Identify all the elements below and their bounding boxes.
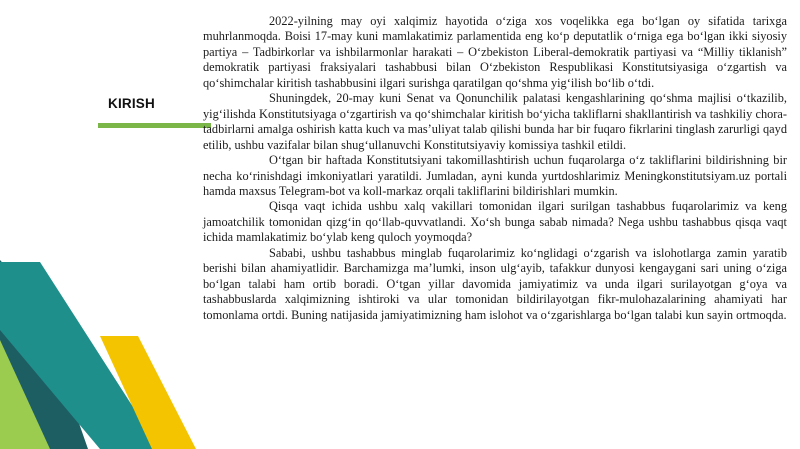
body-text xyxy=(203,14,787,323)
paragraph-1: 2022-yilning may oyi xalqimiz hayotida o‘ziga xos voqelikka ega bo‘lgan oy sifatida tarixga muhrlanmoqda. Boisi 17-may kuni mamlakatimiz parlamentida eng ko‘p deputatlik o‘rniga ega bo‘lgan ikki siyosiy partiya – Tadbirkorlar va ishbilarmonlar harakati – O‘zbekiston Liberal-demokratik partiyasi va “Milliy tiklanish” demokratik partiyasi fraksiyalari tashabbusi bilan O‘zbekiston Respublikasi Konstitutsiyasiga o‘zgartish va qo‘shimchalar kiritish tashabbusini ilgari surishga qaratilgan qo‘shma yig‘ilish bo‘lib o‘tdi. xyxy=(203,14,787,90)
slide-title: KIRISH xyxy=(108,96,155,111)
paragraph-2: Shuningdek, 20-may kuni Senat va Qonunchilik palatasi kengashlarining qo‘shma majlisi o‘tkazilib, yig‘ilishda Konstitutsiyaga o‘zgartirish va qo‘shimchalar kiritish bo‘yicha takliflarni shakllantirish va tashkiliy chora-tadbirlarni amalga oshirish katta kuch va mas’uliyat talab qilishi bunda har bir fuqaro fikrlarini tinglash zarurligi qayd etilib, ushbu vazifalar bilan shug‘ullanuvchi Konstitutsiyaviy komissiya tashkil etildi. xyxy=(203,91,787,152)
paragraph-5: Sababi, ushbu tashabbus minglab fuqarolarimiz ko‘nglidagi o‘zgarish va islohotlarga zamin yaratib berishi bilan ahamiyatlidir. Barchamizga ma’lumki, inson ulg‘ayib, tafakkur dunyosi kengaygani sari uning o‘ziga bo‘lgan talabi ham ortib boradi. O‘tgan yillar davomida jamiyatimiz va unda ilgari surilayotgan g‘oya va tashabbuslarda xalqimizning ishtiroki va ular tomonidan bildirilayotgan fikr-mulohazalarining ahamiyati har tomonlama ortdi. Buning natijasida jamiyatimizning ham islohot va o‘zgarishlarga bo‘lgan talabi kun sayin ortmoqda. xyxy=(203,245,787,322)
paragraph-4: Qisqa vaqt ichida ushbu xalq vakillari tomonidan ilgari surilgan tashabbus fuqarolarimiz va keng jamoatchilik tomonidan qizg‘in qo‘llab-quvvatlandi. Xo‘sh bunga sabab nimada? Nega ushbu tashabbus qisqa vaqt ichida mamlakatimiz bo‘ylab keng quloch yoymoqda? xyxy=(203,199,787,245)
paragraph-3: O‘tgan bir haftada Konstitutsiyani takomillashtirish uchun fuqarolarga o‘z takliflarini bildirishning bir necha ko‘rinishdagi imkoniyatlari yaratildi. Jumladan, ayni kunda yurtdoshlarimiz Meningkonstitutsiyam.uz portali hamda maxsus Telegram-bot va koll-markaz orqali takliflarini bildirishlari mumkin. xyxy=(203,153,787,198)
title-underline xyxy=(98,123,211,128)
